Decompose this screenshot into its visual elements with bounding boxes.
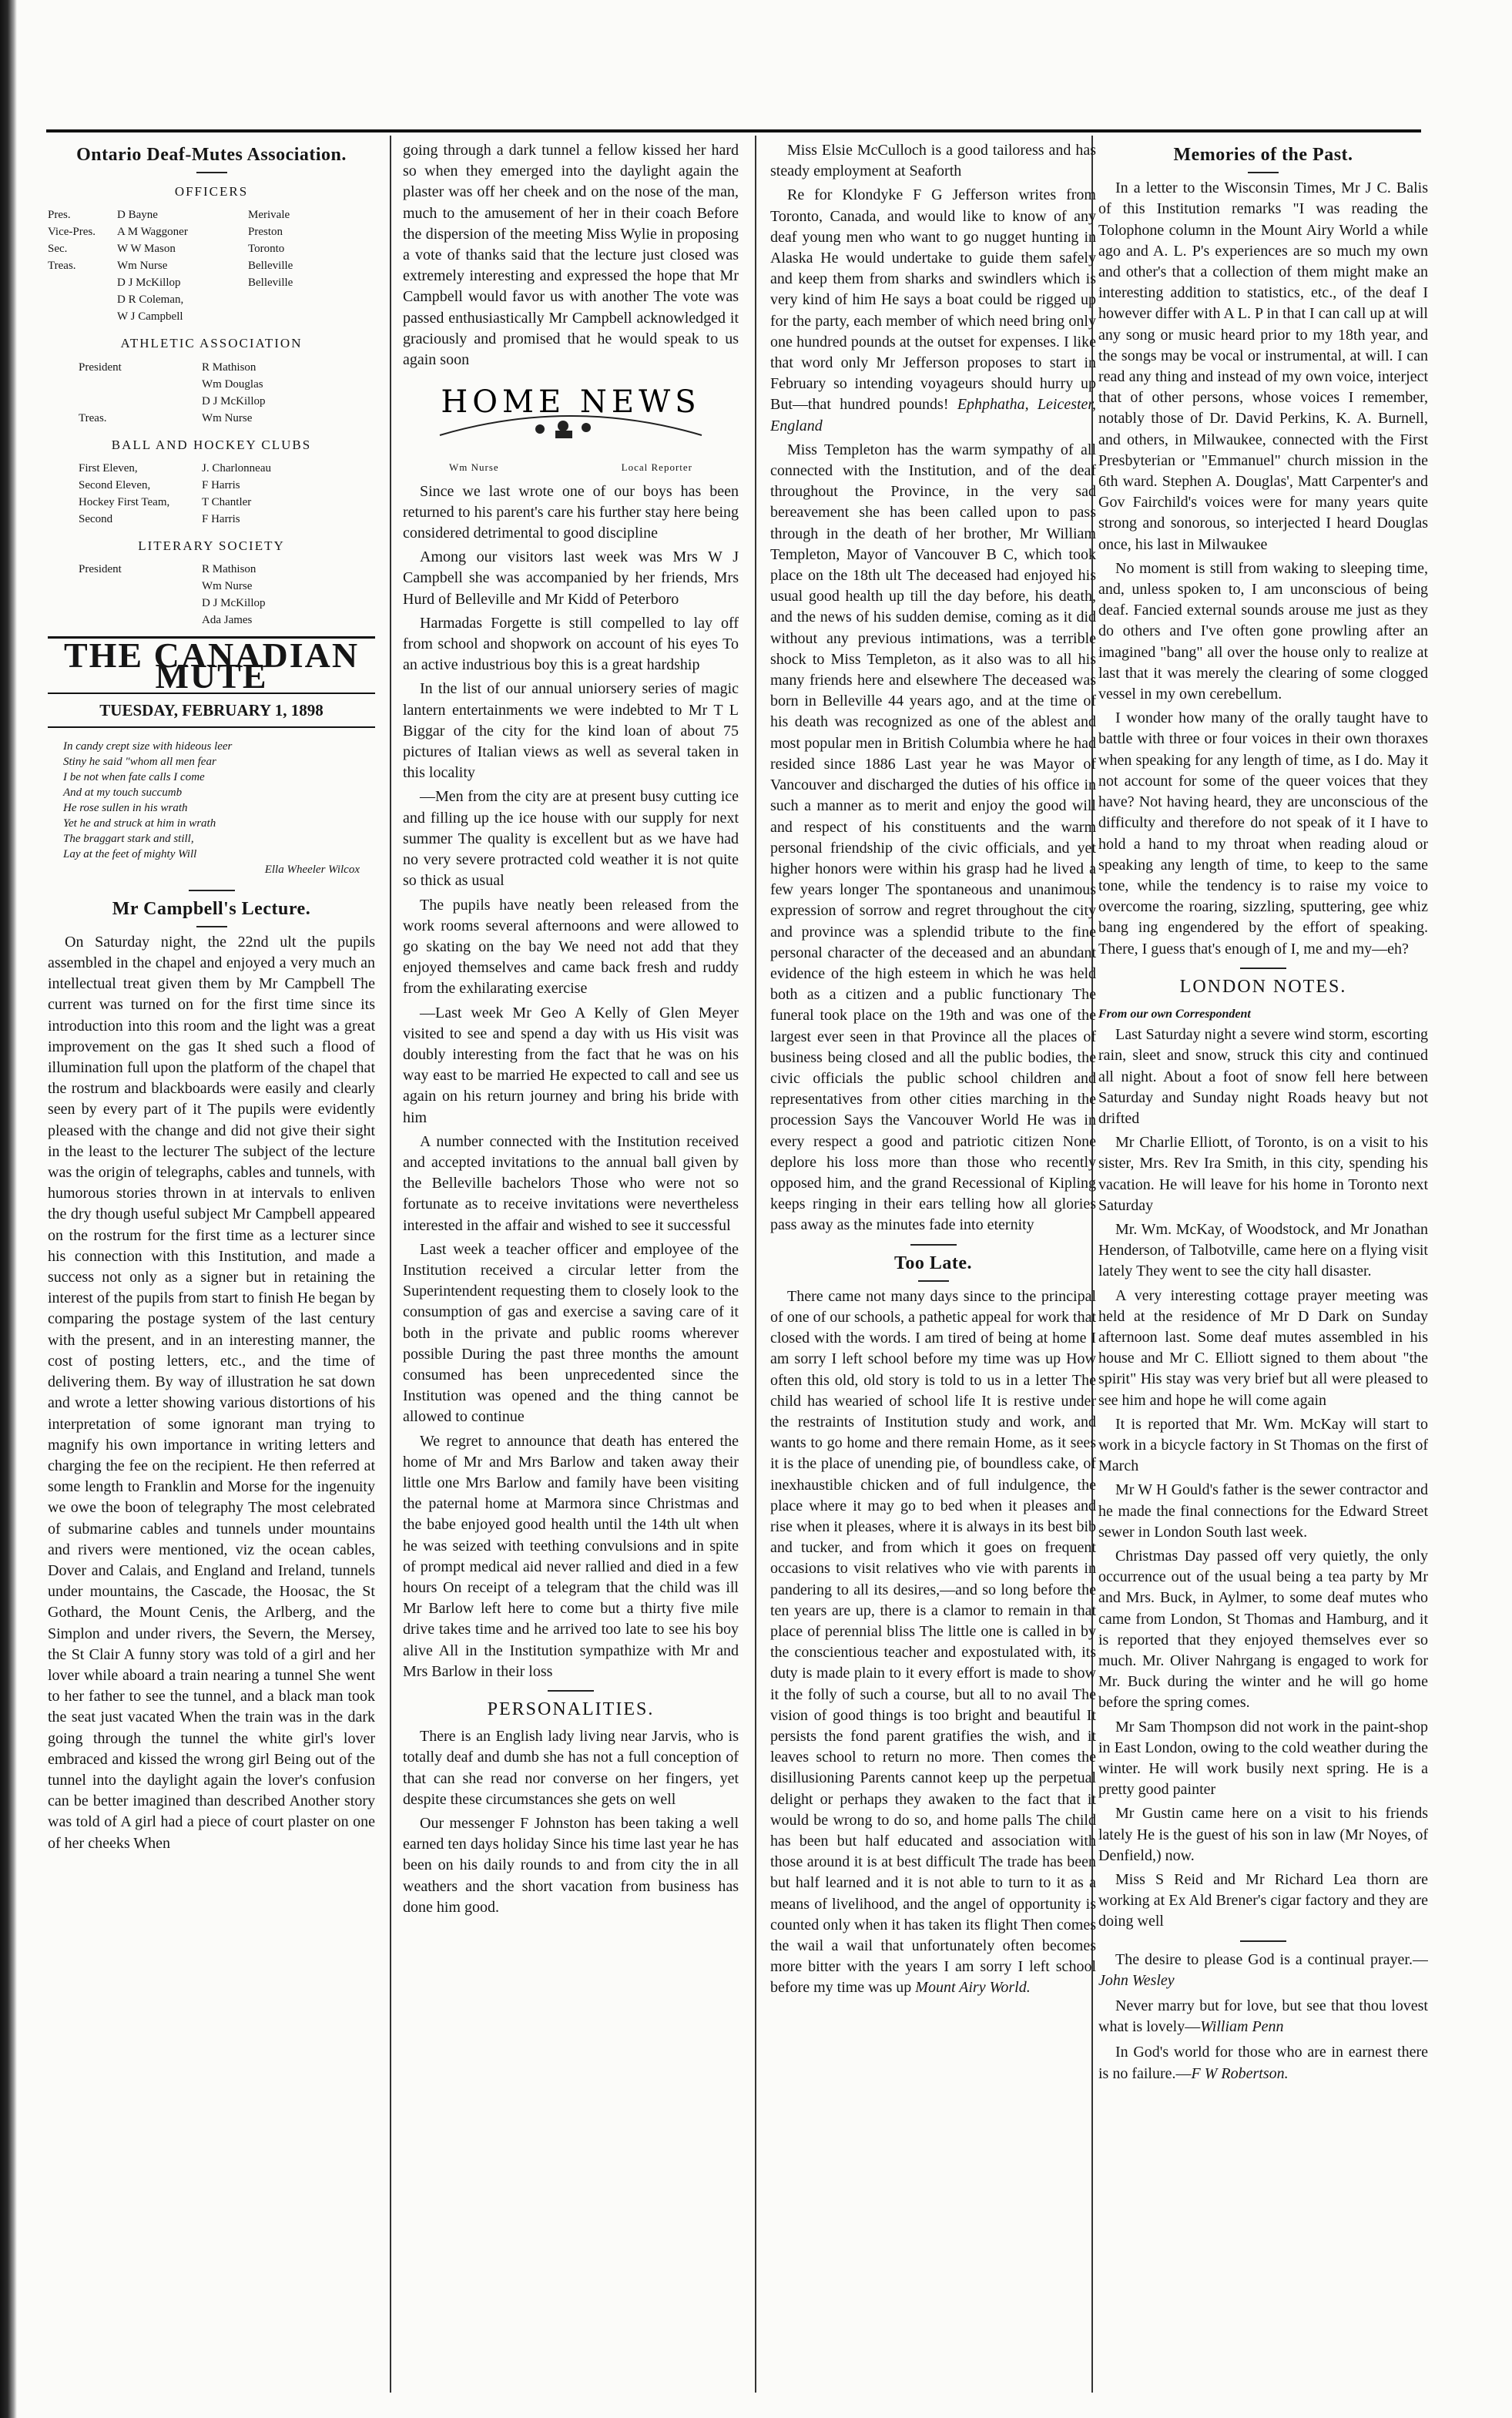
officer-row-role: Sec.	[48, 243, 68, 256]
officer-row-name: D R Coleman,	[117, 293, 184, 307]
memories-paragraph: No moment is still from waking to sleeping time, and, unless spoken to, I am unconscious of being deaf. Fancied external sounds arouse me just as they do others and I've often gone prowling after an imagined "bang" all over the house only to realize at last that it was merely the clearing of some clogged vessel in my own cerebellum.	[1098, 559, 1428, 703]
literary-row-role	[79, 612, 202, 629]
officer-row-place	[248, 291, 375, 308]
officer-row-place: Belleville	[248, 277, 293, 290]
literary-row-name: Ada James	[202, 614, 253, 627]
club-row-name: F Harris	[202, 512, 240, 525]
club-row-name: T Chantler	[202, 495, 252, 508]
athletic-heading: ATHLETIC ASSOCIATION	[120, 336, 303, 351]
memories-title: Memories of the Past.	[1173, 145, 1353, 165]
officer-row-role: Vice-Pres.	[48, 226, 96, 239]
officer-row-name: Wm Nurse	[117, 260, 168, 273]
home-news-paragraph: Last week a teacher officer and employee of the Institution received a circular letter from the Superintendent requesting them to closely look to the consumption of gas and exercise a saving care of it both in the private and public rooms wherever possible During the past three months the amount consumed has been unprecedented since the Institution was opened and the thing cannot be allowed to continue	[403, 1240, 739, 1426]
poem-line: Yet he and struck at him in wrath	[63, 817, 216, 830]
club-row-name: F Harris	[202, 478, 240, 491]
too-late-title: Too Late.	[894, 1253, 972, 1273]
personalities-paragraph: There is an English lady living near Jarvis, who is totally deaf and dumb she has not a full conception of that can she read nor converse on her fingers, yet despite these circumstances she gets on well	[403, 1728, 739, 1808]
lecture-paragraph: On Saturday night, the 22nd ult the pupils assembled in the chapel and enjoyed a very much an intellectual treat given them by Mr Campbell The current was turned on for the first time since its introduction into this room and the light was a great improvement on the gas It shed such a flood of illumination full upon the platform of the chapel that the rostrum and blackboards were easily and clearly seen by every part of it The pupils were evidently pleased with the change and did not give their sight in the least to the lecturer The subject of the lecture was the origin of telegraphs, cables and tunnels, with humorous stories thrown in at intervals to enliven the dry though useful subject Mr Campbell appeared on the rostrum for the first time as a lecturer since his connection with this Institution, and made a success not only as a signer but in retaining the interest of the pupils from start to finish He began by comparing the postage system of the last century with the present, and in an interesting manner, the cost of posting letters, etc., and the time of delivering them. By way of illustration he sat down and wrote a letter showing various distortions of his interpretation of some ignorant man trying to magnify his own importance in writing letters and charging the fee on the recipient. He then referred at some length to Franklin and Morse for the ingenuity we owe the boon of telegraphy The most celebrated of submarine cables and tunnels under mountains and rivers were mentioned, viz the ocean cables, Dover and Calais, and England and Ireland, tunnels under mountains, the Cascade, the Hoosac, the St Gothard, the Mount Cenis, the Arlberg, and the Simplon and under rivers, the Severn, the Mersey, the St Clair A funny story was told of a girl and her lover while aboard a train nearing a tunnel She went to her father to see the tunnel, and a black man took the seat just vacated When the train was in the dark going through the tunnel the white girl's lover embraced and kissed the wrong girl Being out of the tunnel into the daylight again the lover's confusion can be better imagined than described Another story was told of A girl had a piece of court plaster on one of her cheeks When	[48, 933, 375, 1852]
club-row-role: Hockey First Team,	[79, 495, 170, 508]
officer-row-place: Toronto	[248, 243, 285, 256]
column-divider-2	[755, 136, 756, 2393]
officer-row-place: Merivale	[248, 209, 290, 222]
athletic-row-role: Treas.	[79, 411, 107, 424]
masthead-title: THE CANADIAN MUTE	[48, 636, 375, 694]
london-paragraph: Mr Gustin came here on a visit to his friends lately He is the guest of his son in law (Mr Noyes, of Denfield,) now.	[1098, 1805, 1428, 1864]
london-paragraph: Miss S Reid and Mr Richard Lea thorn are working at Ex Ald Brener's cigar factory and they are doing well	[1098, 1871, 1428, 1930]
london-paragraph: Mr. Wm. McKay, of Woodstock, and Mr Jonathan Henderson, of Talbotville, came here on a flying visit lately They went to see the city hall disaster.	[1098, 1220, 1428, 1280]
literary-heading: LITERARY SOCIETY	[138, 538, 285, 553]
london-paragraph: It is reported that Mr. Wm. McKay will start to work in a bicycle factory in St Thomas on the first of March	[1098, 1415, 1428, 1475]
poem-line: The braggart stark and still,	[63, 832, 194, 845]
home-news-paragraph: The pupils have neatly been released from the work rooms several afternoons and were allowed to go skating on the bay We need not add that they enjoyed themselves and came back fresh and ruddy from the exhilarating exercise	[403, 896, 739, 998]
poem-line: I be not when fate calls I come	[63, 770, 205, 783]
officer-row	[48, 257, 375, 274]
officer-row	[48, 223, 375, 240]
association-title: Ontario Deaf-Mutes Association.	[76, 145, 347, 165]
club-row-role: Second	[79, 512, 113, 525]
london-paragraph: Last Saturday night a severe wind storm, escorting rain, sleet and snow, struck this city and continued all night. About a foot of snow fell here between Saturday and Sunday night Roads heavy but not drifted	[1098, 1026, 1428, 1127]
top-rule	[46, 129, 1421, 132]
athletic-row	[48, 376, 375, 393]
london-paragraph: Christmas Day passed off very quietly, the only occurrence out of the usual being a tea party by Mr and Mrs. Buck, in Aylmer, to some deaf mutes who came from London, St Thomas and Hamburg, and it is reported that they enjoyed themselves ever so much. Mr. Oliver Nahrgang is engaged to work for Mr. Buck during the winter and he will go home before the spring comes.	[1098, 1548, 1428, 1712]
officer-row-name: W J Campbell	[117, 310, 183, 324]
club-row	[48, 494, 375, 511]
athletic-list	[48, 359, 375, 427]
london-notes-byline: From our own Correspondent	[1098, 1007, 1251, 1021]
club-row	[48, 460, 375, 477]
clubs-heading: BALL AND HOCKEY CLUBS	[111, 437, 312, 452]
officer-row	[48, 291, 375, 308]
home-news-paragraph: —Last week Mr Geo A Kelly of Glen Meyer visited to see and spend a day with us His visit was doubly interesting from the fact that he was on his way east to be married He expected to call and see us again on his return journey and bring his bride with him	[403, 1004, 739, 1126]
literary-row-role	[79, 578, 202, 595]
officer-row	[48, 240, 375, 257]
athletic-row-role: President	[79, 361, 122, 374]
poem	[48, 734, 375, 882]
home-news-editor: Wm Nurse	[449, 461, 499, 474]
club-row-role: Second Eleven,	[79, 478, 151, 491]
officer-row-name: D J McKillop	[117, 277, 181, 290]
literary-row	[48, 578, 375, 595]
masthead-date: TUESDAY, FEBRUARY 1, 1898	[48, 700, 375, 727]
quote: In God's world for those who are in earnest there is no failure.—F W Robertson.	[1098, 2044, 1428, 2082]
quote-author: F W Robertson.	[1191, 2064, 1289, 2082]
athletic-row	[48, 410, 375, 427]
athletic-row-name: R Mathison	[202, 361, 256, 374]
officer-row-place	[248, 308, 375, 325]
lecture-title: Mr Campbell's Lecture.	[112, 898, 311, 919]
poem-author: Ella Wheeler Wilcox	[264, 863, 360, 876]
officers-heading: OFFICERS	[174, 184, 249, 200]
quote-author: John Wesley	[1098, 1971, 1175, 1989]
athletic-row-name: Wm Douglas	[202, 377, 263, 391]
london-notes-title: LONDON NOTES.	[1179, 976, 1347, 997]
officer-row-name: D Bayne	[117, 209, 158, 222]
news-paragraph: Miss Elsie McCulloch is a good tailoress and has steady employment at Seaforth	[770, 142, 1096, 180]
club-row-role: First Eleven,	[79, 461, 138, 475]
poem-lines	[63, 739, 360, 862]
officer-row-role	[48, 274, 117, 291]
officer-row-role	[48, 291, 117, 308]
quote: The desire to please God is a continual prayer.—John Wesley	[1098, 1950, 1428, 1989]
london-paragraph: Mr W H Gould's father is the sewer contractor and he made the final connections for the Edward Street sewer in London South last week.	[1098, 1481, 1428, 1541]
poem-line: And at my touch succumb	[63, 786, 183, 799]
literary-list	[48, 561, 375, 629]
clubs-list	[48, 460, 375, 528]
athletic-row-name: Wm Nurse	[202, 411, 253, 424]
home-news-paragraph: A number connected with the Institution received and accepted invitations to the annual ball given by the Belleville bachelors Those who were not so fortunate as to receive invitations were nevertheless interested in the affair and wished to see it successful	[403, 1132, 739, 1234]
poem-line: In candy crept size with hideous leer	[63, 739, 233, 753]
home-news-title: HOME NEWS	[441, 384, 701, 421]
officer-row-role: Pres.	[48, 209, 71, 222]
officer-row-place: Preston	[248, 226, 283, 239]
literary-row	[48, 561, 375, 578]
athletic-row	[48, 359, 375, 376]
london-paragraph: A very interesting cottage prayer meeting was held at the residence of Mr D Dark on Sunday afternoon last. Some deaf mutes assembled in his house and Mr C. Elliott signed to them about "the spirit" His stay was very brief but all were pleased to see him and hope he will come again	[1098, 1286, 1428, 1409]
column-3	[770, 140, 1096, 2397]
column-1	[48, 140, 375, 2397]
literary-row-name: R Mathison	[202, 563, 256, 576]
memories-paragraph: I wonder how many of the orally taught have to battle with three or four voices in their own thoraxes when speaking for any length of time, as I do. May it not account for some of the queer voices that they have? Not having heard, they are unconscious of the difficulty and therefore do not speak of it I have to hold a hand to my throat when reading aloud or speaking any length of time, to keep to the same tone, while the tendency is to raise my voice to overcome the roaring, sizzling, sputtering, gee whiz bang ing engendered by the effort of speaking. There, I guess that's enough of I, me and my—eh?	[1098, 709, 1428, 957]
officer-row-place: Belleville	[248, 260, 293, 273]
too-late-signature: Mount Airy World.	[915, 1979, 1031, 1997]
literary-row-name: D J McKillop	[202, 597, 266, 610]
club-row	[48, 511, 375, 528]
literary-row-name: Wm Nurse	[202, 580, 253, 593]
club-row-name: J. Charlonneau	[202, 461, 271, 475]
column-2	[403, 140, 739, 2397]
literary-row-role: President	[79, 563, 122, 576]
home-news-paragraph: Since we last wrote one of our boys has been returned to his parent's care his further stay here being considered detrimental to good discipline	[403, 482, 739, 542]
home-news-paragraph: Harmadas Forgette is still compelled to lay off from school and shopwork on account of his eyes To an active industrious boy this is a great hardship	[403, 614, 739, 674]
home-news-paragraph: —Men from the city are at present busy cutting ice and filling up the ice house with our supply for next summer The quality is excellent but as we have had no very severe protracted cold weather it is not quite so thick as usual	[403, 788, 739, 890]
officer-row-role: Treas.	[48, 260, 76, 273]
home-news-banner-art	[424, 381, 717, 451]
news-paragraph: Miss Templeton has the warm sympathy of all connected with the Institution, and of the deaf throughout the Province, in the very sad bereavement she has been called upon to pass through in the death of her brother, Mr William Templeton, Mayor of Vancouver B C, which took place on the 18th ult The deceased had enjoyed his usual good health up till the day before, his death, and the news of his sudden demise, coming as it did without any previous intimations, was a terrible shock to Miss Templeton, as it also was to all his many friends here and elsewhere The deceased was born in Belleville 44 years ago, and at the time of his death was recognized as one of the ablest and most popular men in British Columbia where he had resided since 1886 Last year he was Mayor of Vancouver and discharged the duties of his office in such a manner as to merit and enjoy the good will and respect of his constituents and the warm personal friendship of the civic officials, and yet higher honors were within his grasp had he lived a few years longer The spontaneous and unanimous expression of sorrow and regret throughout the city and province was a splendid tribute to the fine personal character of the deceased and an abundant evidence of the high esteem in which he was held both as a citizen and a public functionary The funeral took place on the 19th and was one of the largest ever seen in that Province all the places of business being closed and all the public bodies, the civic officials the public school children and representatives from other cities marching in the procession Says the Vancouver World He was in every respect a good and patriotic citizen None deplore his loss more than those who recently opposed him, and the grand Recessional of Kipling keeps ringing in their ears telling how all glories pass away as the minutes fade into eternity	[770, 441, 1096, 1234]
page-binding-edge	[0, 0, 17, 2418]
athletic-row-name: D J McKillop	[202, 394, 266, 407]
memories-paragraph: In a letter to the Wisconsin Times, Mr J C. Balis of this Institution remarks "I was reading the Tolophone column in the Mount Airy World a while ago and A. L. P's experiences are so much my own and other's that a collection of them might make an interesting addition to statistics, etc., of the deaf I however differ with A L. P in that I can call up at will any song or music heard prior to my 18th year, and the songs may be vocal or instrumental, at will. I can read any thing and instead of my own voice, interject that of other persons, whose voices I remember, notably those of Dr. David Perkins, K. A. Burnell, and others, in Milwaukee, connected with the First Presbyterian or "Emmanuel" church mission in the 6th ward. Stephen A. Douglas', Matt Carpenter's and Gov Fairchild's voices were for many years quite strong and sonorous, so interjected I heard Douglas once, his last in Milwaukee	[1098, 179, 1428, 553]
news-paragraph: Re for Klondyke F G Jefferson writes from Toronto, Canada, and would like to know of any deaf young men who want to go nugget hunting in Alaska He would undertake to guide them safely and keep them from sharks and swindlers which is very kind of him He says a boat could be rigged up for the party, each member of which need bring only one hundred pounds at the outset for expenses. I like that word only Mr Jefferson proposes to start in February so intending voyageurs should hurry up But—that hundred pounds! Ephphatha, Leicester, England	[770, 186, 1096, 434]
officer-row	[48, 206, 375, 223]
literary-row	[48, 612, 375, 629]
lecture-continued: going through a dark tunnel a fellow kissed her hard so when they emerged into the daylight again the plaster was off her cheek and on the nose of the man, much to the amusement of her in their coach Before the dispersion of the meeting Miss Wylie in proposing a vote of thanks said that the lecture just closed was extremely interesting and expressed the hope that Mr Campbell would favor us with another The vote was passed enthusiastically Mr Campbell acknowledged it graciously and promised that he would speak to us again soon	[403, 142, 739, 369]
club-row	[48, 477, 375, 494]
poem-line: Stiny he said "whom all men fear	[63, 755, 216, 768]
home-news-reporter: Local Reporter	[621, 461, 692, 474]
quote: Never marry but for love, but see that thou lovest what is lovely—William Penn	[1098, 1997, 1428, 2036]
ephphatha-signature: Ephphatha, Leicester, England	[770, 396, 1096, 434]
personalities-paragraph: Our messenger F Johnston has been taking a well earned ten days holiday Since his time last year he has been on his daily rounds to and from city the in all weathers and the short vacation from business has done him good.	[403, 1815, 739, 1916]
poem-line: He rose sullen in his wrath	[63, 801, 188, 814]
athletic-row	[48, 393, 375, 410]
london-paragraph: Mr Sam Thompson did not work in the paint-shop in East London, owing to the cold weather during the winter. He will work busily next spring. He is a pretty good painter	[1098, 1718, 1428, 1799]
athletic-row-role	[79, 376, 202, 393]
literary-row	[48, 595, 375, 612]
column-divider-1	[390, 136, 391, 2393]
quote-author: William Penn	[1200, 2018, 1284, 2036]
officer-row-name: A M Waggoner	[117, 226, 188, 239]
london-paragraph: Mr Charlie Elliott, of Toronto, is on a visit to his sister, Mrs. Rev Ira Smith, in this city, spending his vacation. He will leave for his home in Toronto next Saturday	[1098, 1134, 1428, 1214]
officer-row	[48, 274, 375, 291]
officer-row	[48, 308, 375, 325]
athletic-row-role	[79, 393, 202, 410]
home-news-paragraph: In the list of our annual uniorsery series of magic lantern entertainments we were indebted to Mr T L Biggar of the city for the kind loan of about 75 pictures of Italian views as well as several taken in this locality	[403, 680, 739, 782]
home-news-paragraph: We regret to announce that death has entered the home of Mr and Mrs Barlow and taken away their little one Mrs Barlow and family have been visiting the paternal home at Marmora since Christmas and the babe enjoyed good health until the 14th ult when he was seized with teething convulsions and in spite of prompt medical aid never rallied and died in a few hours On receipt of a telegram that the child was ill Mr Barlow left here to come but a thirty five mile drive takes time and he arrived too late to see his boy alive All in the Institution sympathize with Mr and Mrs Barlow in their loss	[403, 1432, 739, 1680]
home-news-banner	[403, 381, 739, 478]
column-4	[1098, 140, 1428, 2397]
home-news-paragraph: Among our visitors last week was Mrs W J Campbell she was accompanied by her friends, Mrs Hurd of Belleville and Mr Kidd of Peterboro	[403, 548, 739, 608]
officers-list	[48, 206, 375, 325]
officer-row-name: W W Mason	[117, 243, 176, 256]
personalities-title: PERSONALITIES.	[487, 1699, 655, 1720]
too-late-paragraph: There came not many days since to the principal of one of our schools, a pathetic appeal for work that closed with the words. I am tired of being at home I am sorry I left school before my time was up How often this old, old story is told to us in a letter The child has wearied of school life It is restive under the restraints of Institution study and work, and wants to go home and there remain Home, as it sees it is the place of unending pie, of boundless cake, of inexhaustible chicken and of full indulgence, the place where it may go to bed when it pleases and rise when it pleases, where it is always in its best bib and tucker, and from which it goes on frequent occasions to visit relatives who vie with parents in pandering to all its desires,—and so long before the ten years are up, there is a clamor to remain in that place of perennial bliss The little one is called in by the conscientious teacher and expostulated with, its duty is made plain to it every effort is made to show it the folly of such a course, but all to no avail The vision of good things is too bright and beautiful It persists the fond parent gratifies the wish, and it leaves school to return no more. Then comes the disillusioning Parents cannot keep up the perpetual delight or perhaps they awaken to the fact that it would be wrong to do so, and home palls The child has been but half educated and association with those around it is at best difficult The trade has been but half learned and it is not able to turn to it as a means of livelihood, and the angel of opportunity is counted only when it has taken its flight Then comes the wail a wail that unfortunately often becomes more bitter with the years I am sorry I left school before my time was up Mount Airy World.	[770, 1287, 1096, 1997]
officer-row-role	[48, 308, 117, 325]
literary-row-role	[79, 595, 202, 612]
poem-line: Lay at the feet of mighty Will	[63, 847, 197, 860]
